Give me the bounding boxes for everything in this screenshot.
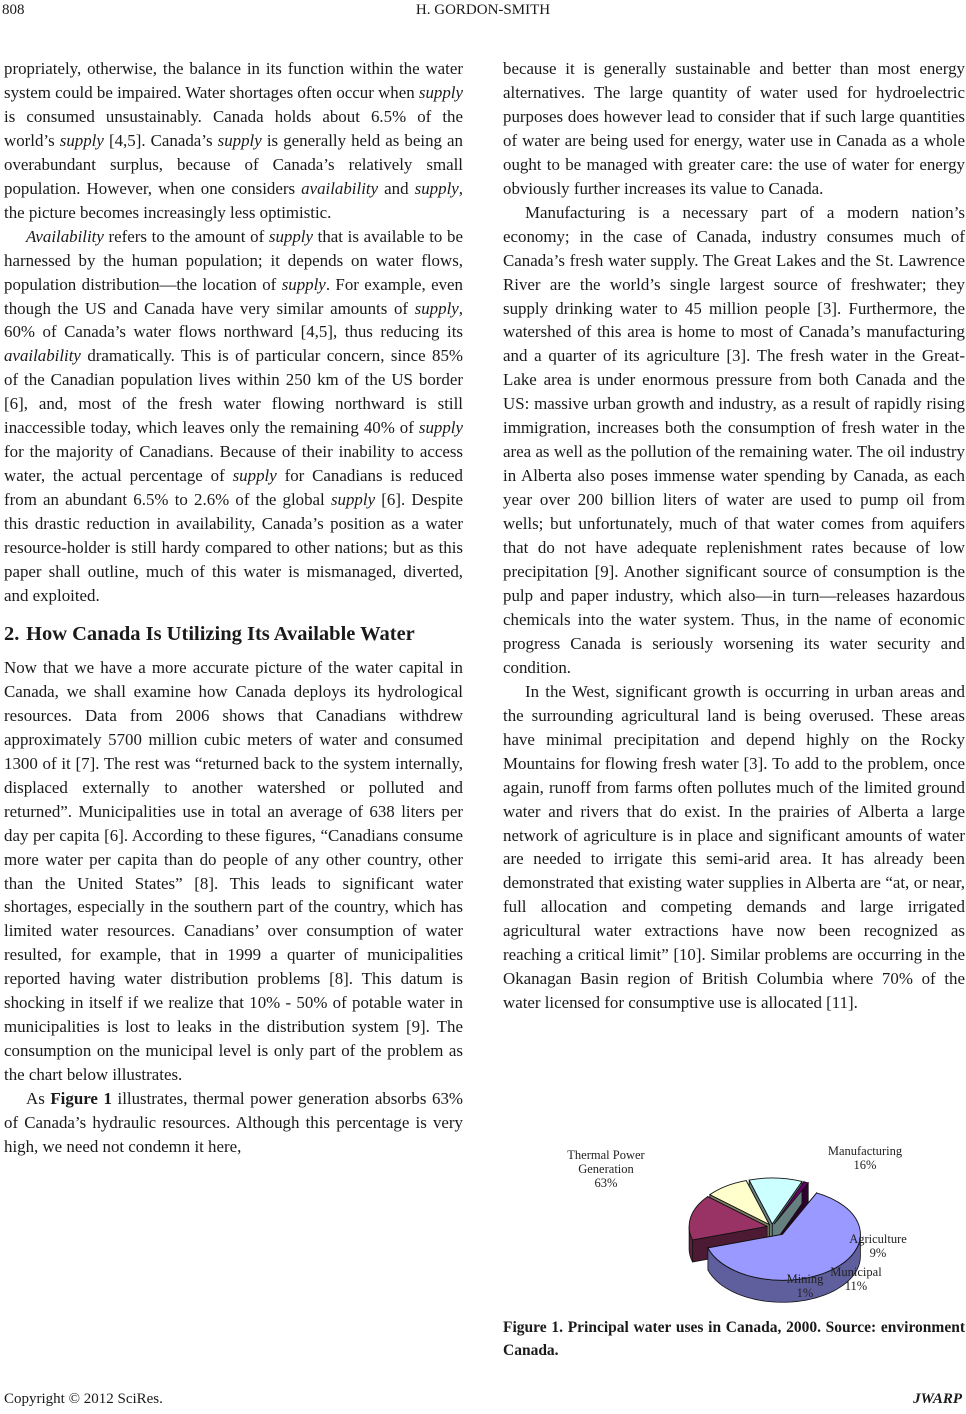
left-column: [4, 57, 463, 1159]
text-run: As: [26, 1089, 51, 1109]
text-run: , the picture becomes increasingly less optimistic.: [4, 178, 463, 222]
text-run: that is available to be harnessed by the human population; it depends on water flows, population distribution—the location of: [4, 226, 463, 294]
slice-label-thermal-power-generation: [567, 1148, 645, 1190]
slice-value: 9%: [869, 1246, 887, 1260]
text-run: Manufacturing is a necessary part of a modern nation’s economy; in the case of Canada, industry consumes much of Canada’s fresh water supply. The Great Lakes and the St. Lawrence River are the world’s single largest source of freshwater; they supply drinking water to 45 million people [3]. Furthermore, the watershed of this area is home to most of Canada’s manufacturing and a quarter of its agriculture [3]. The fresh water in the Great-Lake area is under enormous pressure from both Canada and the US: massive urban growth and industry, as a result of rapidly rising immigration, increases both the consumption of fresh water in the area as well as the pollution of the remaining water. The oil industry in Alberta also poses immense water spending by Canada, as each year over 200 billion liters of water are used to pump oil from wells; but unfortunately, much of that water comes from aquifers that do not have adequate replenishment rates because of low precipitation [9]. Another significant source of consumption is the pulp and paper industry, which also—in turn—releases hazardous chemicals into the water system. Thus, in the name of economic progress Canada is seriously worsening its water security and condition.: [503, 202, 965, 677]
page-number: 808: [2, 2, 25, 18]
section-heading: [4, 622, 463, 647]
italic-run: supply: [418, 82, 463, 102]
text-run: because it is generally sustainable and better than most energy alternatives. The large quantity of water used for hydroelectric purposes does however lead to consider that if such large quantities of water are being used for energy, water use in Canada as a whole ought to be managed with greater care: the use of water for energy obviously further increases its value to Canada.: [503, 59, 965, 198]
text-run: is generally held as being an overabundant surplus, because of Canada’s relatively small population. However, when one considers: [4, 130, 463, 198]
italic-run: Availability: [26, 226, 104, 246]
paragraph: [503, 57, 965, 201]
italic-run: supply: [330, 490, 376, 510]
text-run: for Canadians is reduced from an abundant 6.5% to 2.6% of the global: [4, 466, 463, 510]
italic-run: supply: [281, 274, 326, 294]
text-run: [6]. Despite this drastic reduction in availability, Canada’s position as a water resource-holder is still hardy compared to other nations; but as this paper shall outline, much of this water is mismanaged, diverted, and exploited.: [4, 490, 463, 605]
page-header: [0, 0, 966, 26]
slice-name: Agriculture: [849, 1232, 907, 1246]
slice-value: 63%: [594, 1176, 618, 1190]
italic-run: supply: [59, 130, 104, 150]
text-run: . For example, even though the US and Canada have very similar amounts of: [4, 274, 463, 318]
slice-name: Mining: [786, 1272, 824, 1286]
text-run: , 60% of Canada’s water flows northward [4,5], thus reducing its: [4, 298, 463, 342]
slice-name: Generation: [578, 1162, 634, 1176]
italic-run: supply: [418, 418, 463, 438]
journal-name: JWARP: [913, 1391, 962, 1407]
paragraph: [503, 201, 965, 680]
text-run: illustrates, thermal power generation absorbs 63% of Canada’s hydraulic resources. Although this percentage is very high, we need not condemn it here,: [4, 1089, 463, 1156]
running-head: H. GORDON-SMITH: [415, 2, 551, 18]
text-run: propriately, otherwise, the balance in its function within the water system could be impaired. Water shortages often occur when: [4, 59, 463, 102]
section-title: How Canada Is Utilizing Its Available Water: [26, 622, 415, 645]
text-run: refers to the amount of: [103, 226, 269, 246]
copyright: Copyright © 2012 SciRes.: [4, 1391, 163, 1407]
italic-run: supply: [232, 466, 277, 486]
pie-chart: [560, 1135, 920, 1310]
text-run: for the majority of Canadians. Because of their inability to access water, the actual percentage of: [4, 442, 463, 486]
italic-run: supply: [268, 226, 313, 246]
paragraph: [4, 656, 463, 1087]
italic-run: supply: [414, 178, 459, 198]
italic-run: availability: [301, 178, 379, 198]
text-run: [4,5]. Canada’s: [103, 130, 218, 150]
paragraph: [4, 57, 463, 225]
slice-value: 1%: [796, 1286, 814, 1300]
paragraph: [503, 680, 965, 1015]
text-run: and: [378, 178, 415, 198]
slice-label-manufacturing: [828, 1144, 903, 1172]
section-number: 2.: [4, 622, 20, 645]
slice-name: Manufacturing: [827, 1144, 903, 1158]
figure-1: [560, 1135, 920, 1310]
paragraph: [4, 225, 463, 608]
italic-run: supply: [217, 130, 262, 150]
text-run: In the West, significant growth is occurring in urban areas and the surrounding agricultural land is being overused. These areas have minimal precipitation and depend highly on the Rocky Mountains for flowing fresh water [3]. To add to the problem, once again, runoff from farms often pollutes much of the limited ground water and rivers that do exist. In the prairies of Alberta a large network of agriculture is in place and significant amounts of water are needed to irrigate this semi-arid area. It has already been demonstrated that existing water supplies in Alberta are “at, or near, full allocation and competing demands and large irrigated agricultural water extractions have now been recognized as reaching a critical limit” [10]. Similar problems are occurring in the Okanagan Basin region of British Columbia where 70% of the water licensed for consumptive use is allocated [11].: [503, 681, 965, 1013]
text-run: dramatically. This is of particular concern, since 85% of the Canadian population lives within 250 km of the US border [6], and, most of the fresh water flowing northward is still inaccessible today, which leaves only the remaining 40% of: [4, 346, 463, 438]
slice-name: Municipal: [830, 1265, 882, 1279]
bold-run: Figure 1: [50, 1089, 112, 1109]
right-column: [503, 57, 965, 1015]
slice-value: 16%: [853, 1158, 877, 1172]
text-run: is consumed unsustainably. Canada holds about 6.5% of the world’s: [4, 106, 463, 150]
italic-run: availability: [4, 346, 81, 366]
italic-run: supply: [414, 298, 459, 318]
paragraph: [4, 1087, 463, 1159]
text-run: Now that we have a more accurate picture of the water capital in Canada, we shall examine how Canada deploys its hydrological resources. Data from 2006 shows that Canadians withdrew approximately 5700 million cubic meters of water and consumed 1300 of it [7]. The rest was “returned back to the system internally, displaced externally to another watershed or polluted and returned”. Municipalities use in total an average of 638 liters per day per capita [6]. According to these figures, “Canadians consume more water per capita than do people of any other country, other than the United States” [8]. This leads to significant water shortages, especially in the southern part of the country, which has limited water resources. Canadians’ over consumption of water resulted, for example, that in 1999 a quarter of municipalities reported having water distribution problems [8]. This datum is shocking in itself if we realize that 10% - 50% of potable water in municipalities is lost to leaks in the distribution system [9]. The consumption on the municipal level is only part of the problem as the chart below illustrates.: [4, 657, 463, 1085]
figure-caption: Figure 1. Principal water uses in Canada, 2000. Source: environment Canada.: [503, 1319, 965, 1359]
slice-name: Thermal Power: [567, 1148, 645, 1162]
slice-value: 11%: [844, 1279, 868, 1293]
